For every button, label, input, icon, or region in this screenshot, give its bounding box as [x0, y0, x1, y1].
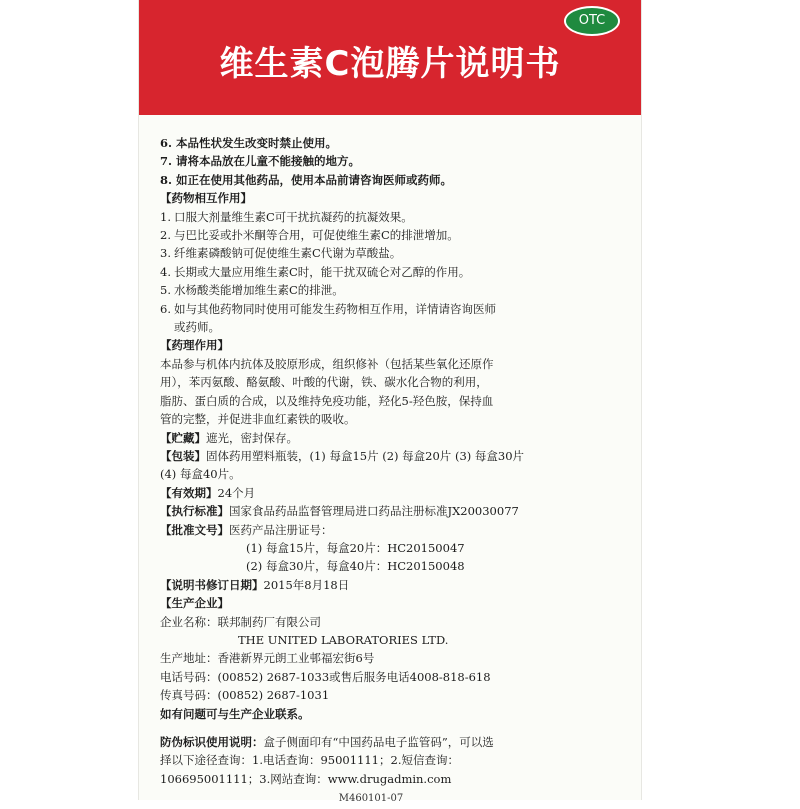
interaction-item: 5. 水杨酸类能增加维生素C的排泄。	[160, 283, 344, 298]
section-heading-pharmacology: 【药理作用】	[160, 338, 229, 353]
title-banner	[139, 0, 641, 115]
pharmacology-line: 脂肪、蛋白质的合成，以及维持免疫功能，羟化5-羟色胺，保持血	[160, 393, 494, 408]
interaction-item-continuation: 或药师。	[174, 320, 220, 335]
package-row: 【包装】固体药用塑料瓶装，(1) 每盒15片 (2) 每盒20片 (3) 每盒30片	[160, 448, 525, 463]
section-heading-interactions: 【药物相互作用】	[160, 191, 252, 206]
approval-line: (2) 每盒30片，每盒40片：HC20150048	[246, 559, 465, 574]
interaction-item: 2. 与巴比妥或扑米酮等合用，可促使维生素C的排泄增加。	[160, 228, 459, 243]
approval-line: (1) 每盒15片，每盒20片：HC20150047	[246, 540, 465, 555]
interaction-item: 6. 如与其他药物同时使用可能发生药物相互作用，详情请咨询医师	[160, 301, 496, 316]
validity-row: 【有效期】24个月	[160, 485, 256, 500]
approval-row: 【批准文号】医药产品注册证号：	[160, 522, 333, 537]
company-name-row: 企业名称：联邦制药厂有限公司	[160, 614, 321, 629]
standard-row: 【执行标准】国家食品药品监督管理局进口药品注册标准JX20030077	[160, 504, 519, 519]
instruction-text	[160, 134, 622, 809]
anti-counterfeit-line: 择以下途径查询：1.电话查询：95001111；2.短信查询：	[160, 753, 459, 768]
document-title: 维生素C泡腾片说明书	[219, 44, 561, 84]
section-heading-manufacturer: 【生产企业】	[160, 596, 229, 611]
interaction-item: 1. 口服大剂量维生素C可干扰抗凝药的抗凝效果。	[160, 209, 413, 224]
pharmacology-line: 本品参与机体内抗体及胶原形成，组织修补（包括某些氧化还原作	[160, 356, 494, 371]
caution-item-8: 8. 如正在使用其他药品，使用本品前请咨询医师或药师。	[160, 172, 453, 187]
address-row: 生产地址：香港新界元朗工业邨福宏街6号	[160, 651, 375, 666]
package-row-continuation: (4) 每盒40片。	[160, 467, 241, 482]
anti-counterfeit-row: 防伪标识使用说明：盒子侧面印有“中国药品电子监管码”，可以选	[160, 735, 494, 749]
fax-row: 传真号码：(00852) 2687-1031	[160, 688, 330, 703]
pharmacology-line: 管的完整，并促进非血红素铁的吸收。	[160, 412, 356, 427]
revision-row: 【说明书修订日期】2015年8月18日	[160, 577, 350, 592]
interaction-item: 4. 长期或大量应用维生素C时，能干扰双硫仑对乙醇的作用。	[160, 264, 471, 279]
interaction-item: 3. 纤维素磷酸钠可促使维生素C代谢为草酸盐。	[160, 246, 402, 261]
pharmacology-line: 用），苯丙氨酸、酪氨酸、叶酸的代谢，铁、碳水化合物的利用，	[160, 375, 488, 390]
phone-row: 电话号码：(00852) 2687-1033或售后服务电话4008-818-618	[160, 669, 491, 684]
otc-badge: OTC	[566, 8, 618, 34]
document-code: M460101-07	[338, 793, 404, 805]
contact-note: 如有问题可与生产企业联系。	[160, 706, 310, 721]
anti-counterfeit-line: 106695001111；3.网站查询：www.drugadmin.com	[160, 771, 452, 786]
storage-row: 【贮藏】遮光，密封保存。	[160, 430, 298, 445]
leaflet-sheet	[138, 0, 642, 805]
caution-item-7: 7. 请将本品放在儿童不能接触的地方。	[160, 154, 361, 169]
caution-item-6: 6. 本品性状发生改变时禁止使用。	[160, 136, 338, 150]
company-name-english: THE UNITED LABORATORIES LTD.	[238, 632, 449, 647]
